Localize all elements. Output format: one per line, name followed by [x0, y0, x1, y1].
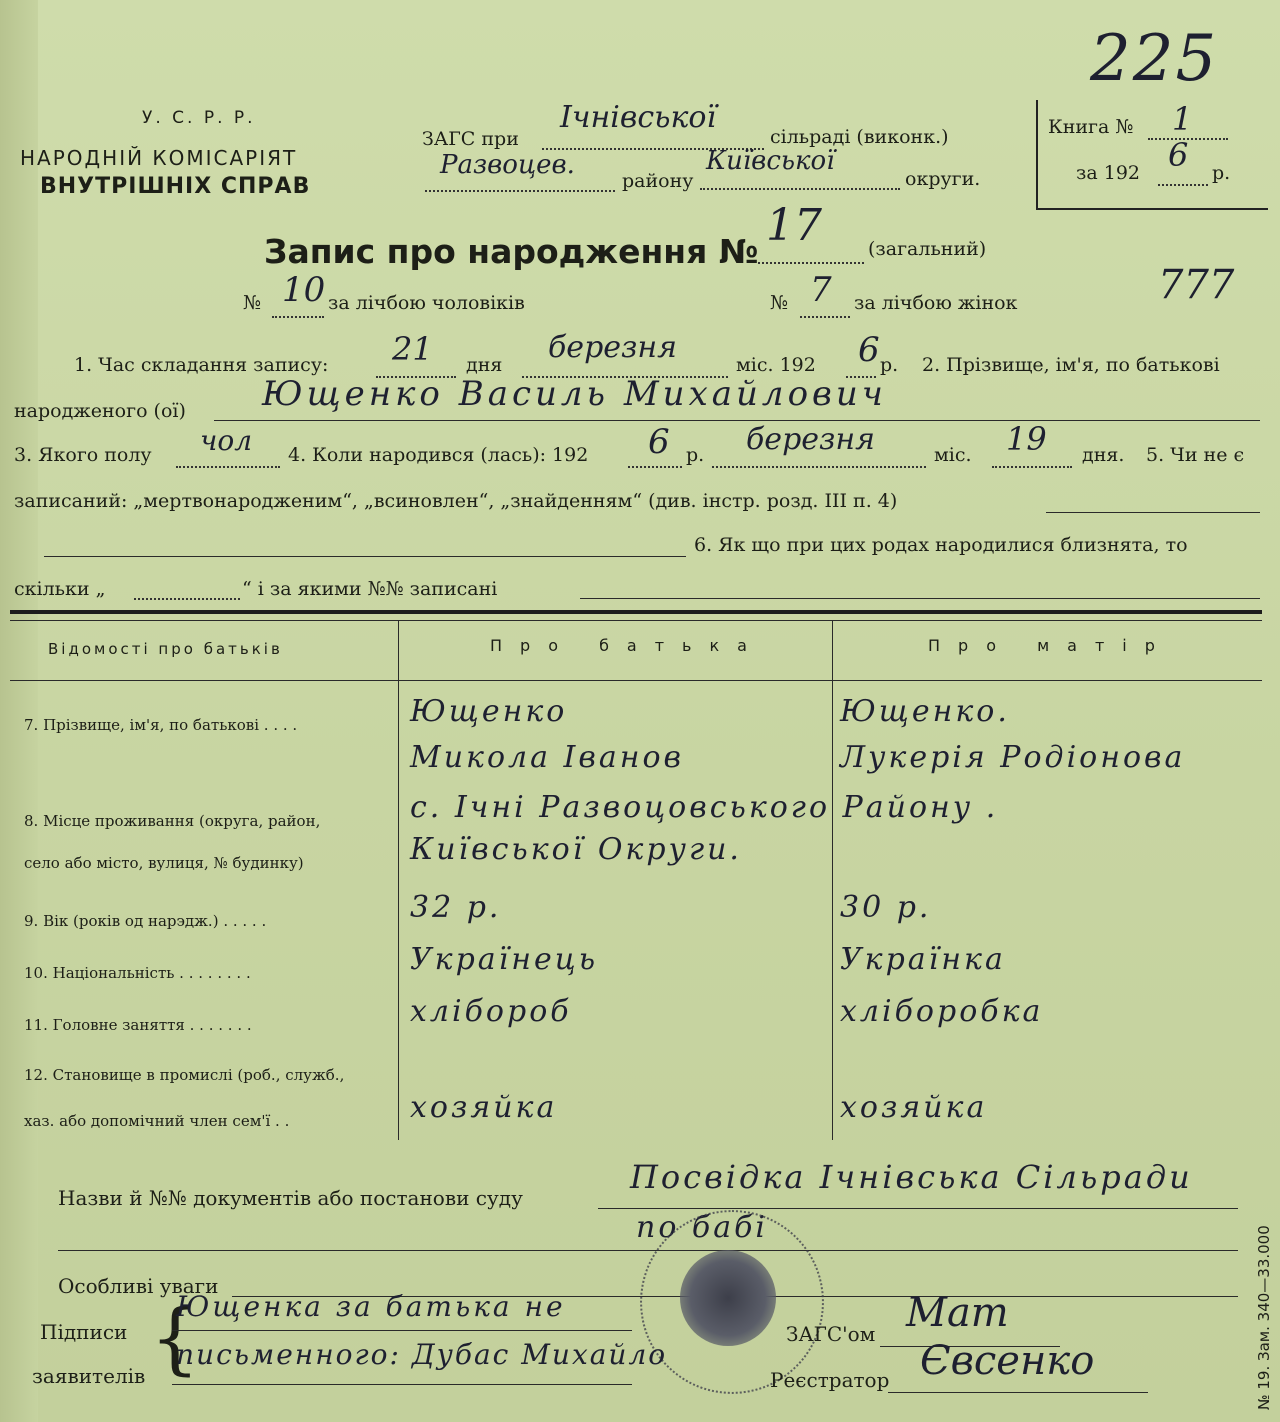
field1-year-suffix: р.	[880, 354, 899, 376]
field3-line	[176, 466, 280, 468]
field1-day-label: дня	[466, 354, 503, 376]
field2-label: 2. Прізвище, ім'я, по батькові	[922, 354, 1220, 376]
record-title: Запис про народження №	[264, 232, 759, 271]
men-prefix: №	[243, 292, 261, 314]
book-label: Книга №	[1048, 116, 1134, 138]
zags-sign-label: ЗАГС'ом	[786, 1322, 876, 1346]
women-number-line	[800, 316, 850, 318]
table-row-father: Українець	[410, 942, 599, 977]
documents-value-line1: Посвідка Ічнівська Сільради	[630, 1158, 1193, 1196]
field4-label: 4. Коли народився (лась): 192	[288, 444, 589, 466]
men-label: за лічбою чоловіків	[328, 292, 525, 314]
newborn-name-line	[214, 420, 1260, 421]
field6-label: 6. Як що при цих родах народилися близнята, то	[694, 534, 1188, 556]
newborn-name: Ющенко Василь Михайлович	[262, 374, 887, 414]
men-number-line	[272, 316, 324, 318]
field4-year-line	[628, 466, 682, 468]
table-row-label: 12. Становище в промислі (роб., служб.,	[24, 1066, 345, 1084]
table-row-label: 8. Місце проживання (округа, район,	[24, 812, 321, 830]
record-number-line	[758, 262, 864, 264]
table-col3-header: Про матір	[928, 636, 1173, 655]
table-row-mother: хліборобка	[840, 994, 1044, 1029]
table-row-mother: Українка	[840, 942, 1006, 977]
field6-line2: скільки „	[14, 578, 106, 600]
field4-month-label: міс.	[934, 444, 972, 466]
book-year-label: за 192	[1076, 162, 1140, 184]
internal-affairs-label: ВНУТРІШНІХ СПРАВ	[40, 174, 311, 199]
table-row-father: Микола Іванов	[410, 740, 685, 775]
table-row-father: Київської Округи.	[410, 832, 742, 867]
table-top-rule-thin	[10, 620, 1262, 621]
side-number: 777	[1158, 262, 1235, 308]
zags-district-label: району	[622, 170, 694, 192]
field1-year: 6	[858, 330, 880, 370]
archive-number: 225	[1090, 22, 1219, 96]
newborn-label: народженого (ої)	[14, 400, 186, 422]
field6-count-line	[134, 598, 240, 600]
field5-answer-line	[1046, 512, 1260, 513]
men-number: 10	[282, 270, 326, 310]
zags-okrug-line	[700, 188, 900, 190]
women-label: за лічбою жінок	[854, 292, 1018, 314]
signatures-value-1: Ющенка за батька не	[176, 1290, 566, 1323]
table-row-label: 11. Головне заняття . . . . . . .	[24, 1016, 252, 1034]
field4-day: 19	[1006, 420, 1047, 458]
field3-value: чол	[200, 424, 253, 457]
ussr-label: У. С. Р. Р.	[142, 108, 256, 128]
field6-line2b: “ і за якими №№ записані	[242, 578, 498, 600]
registrar-label: Реєстратор	[770, 1368, 890, 1392]
record-number: 17	[766, 200, 822, 251]
signatures-label-1: Підписи	[40, 1320, 128, 1344]
record-title-suffix: (загальний)	[868, 238, 987, 260]
book-year-digit: 6	[1168, 136, 1189, 174]
zags-okrug-label: округи.	[905, 168, 981, 190]
table-row-father: 32 р.	[410, 890, 502, 925]
registrar-sign-line	[888, 1392, 1148, 1393]
documents-label: Назви й №№ документів або постанови суду	[58, 1186, 523, 1210]
table-col2-header: Про батька	[490, 636, 765, 655]
field1-label: 1. Час складання запису:	[74, 354, 329, 376]
table-top-rule	[10, 610, 1262, 614]
documents-line1	[598, 1208, 1238, 1209]
table-row-father: Ющенко	[410, 694, 568, 729]
table-row-label: 7. Прізвище, ім'я, по батькові . . . .	[24, 716, 298, 734]
table-row-mother: Лукерія Родіонова	[840, 740, 1186, 775]
signatures-line1	[172, 1330, 632, 1331]
book-number: 1	[1172, 100, 1193, 138]
field4-year-suffix: р.	[686, 444, 705, 466]
field4-year: 6	[648, 422, 670, 462]
registrar-signature: Євсенко	[920, 1338, 1095, 1384]
table-col-divider-2	[832, 620, 833, 1140]
page-edge	[0, 0, 38, 1422]
zags-signature: Мат	[906, 1290, 1009, 1336]
field1-month: березня	[548, 330, 678, 365]
commissariat-label: НАРОДНІЙ КОМІСАРІЯТ	[20, 146, 298, 170]
field6-records-line	[580, 598, 1260, 599]
table-row-mother: 30 р.	[840, 890, 932, 925]
field4-day-label: дня.	[1082, 444, 1125, 466]
book-year-suffix: р.	[1212, 162, 1231, 184]
signatures-brace: {	[150, 1294, 200, 1384]
table-row-label: 10. Національність . . . . . . . .	[24, 964, 251, 982]
field4-month-line	[712, 466, 926, 468]
field5-label: 5. Чи не є	[1146, 444, 1245, 466]
field5-line2: записаний: „мертвонародженим“, „всиновлен“, „знайденням“ (див. інстр. розд. III п. 4)	[14, 490, 898, 512]
zags-district-line	[425, 190, 615, 192]
table-row-father: с. Ічні Развоцовського Району .	[410, 790, 999, 825]
zags-council-hand: Ічнівської	[560, 100, 717, 135]
table-row-mother: Ющенко.	[840, 694, 1010, 729]
table-row-father: хозяйка	[410, 1090, 558, 1125]
table-row-label: хаз. або допомічний член сем'ї . .	[24, 1112, 290, 1130]
table-col-divider-1	[398, 620, 399, 1140]
field4-month: березня	[746, 422, 876, 457]
field3-label: 3. Якого полу	[14, 444, 152, 466]
zags-okrug-hand: Київської	[706, 146, 835, 176]
table-row-label: 9. Вік (років од нарэдж.) . . . . .	[24, 912, 267, 930]
documents-value-line2: по бабі	[636, 1210, 769, 1245]
notes-label: Особливі уваги	[58, 1274, 219, 1298]
table-row-mother: хозяйка	[840, 1090, 988, 1125]
signatures-value-2: письменного: Дубас Михайло	[176, 1338, 668, 1371]
field1-day: 21	[392, 330, 433, 368]
signatures-label-2: заявителів	[32, 1364, 146, 1388]
zags-prefix: ЗАГС при	[422, 128, 519, 150]
book-year-line	[1158, 184, 1208, 186]
documents-line2	[58, 1250, 1238, 1251]
field1-month-label: міс. 192	[736, 354, 816, 376]
field6-answer-line	[44, 556, 686, 557]
women-prefix: №	[770, 292, 788, 314]
table-header-rule	[10, 680, 1262, 681]
table-row-label: село або місто, вулиця, № будинку)	[24, 854, 304, 872]
field4-day-line	[992, 466, 1072, 468]
signatures-line2	[172, 1384, 632, 1385]
margin-print: № 19. Зам. 340—33.000	[1255, 1225, 1273, 1410]
table-row-father: хлібороб	[410, 994, 572, 1029]
table-col1-header: Відомості про батьків	[48, 640, 283, 658]
official-seal-center	[680, 1250, 776, 1346]
zags-council-suffix: сільраді (виконк.)	[770, 126, 949, 148]
women-number: 7	[810, 270, 832, 310]
zags-district-hand: Развоцев.	[440, 150, 575, 180]
